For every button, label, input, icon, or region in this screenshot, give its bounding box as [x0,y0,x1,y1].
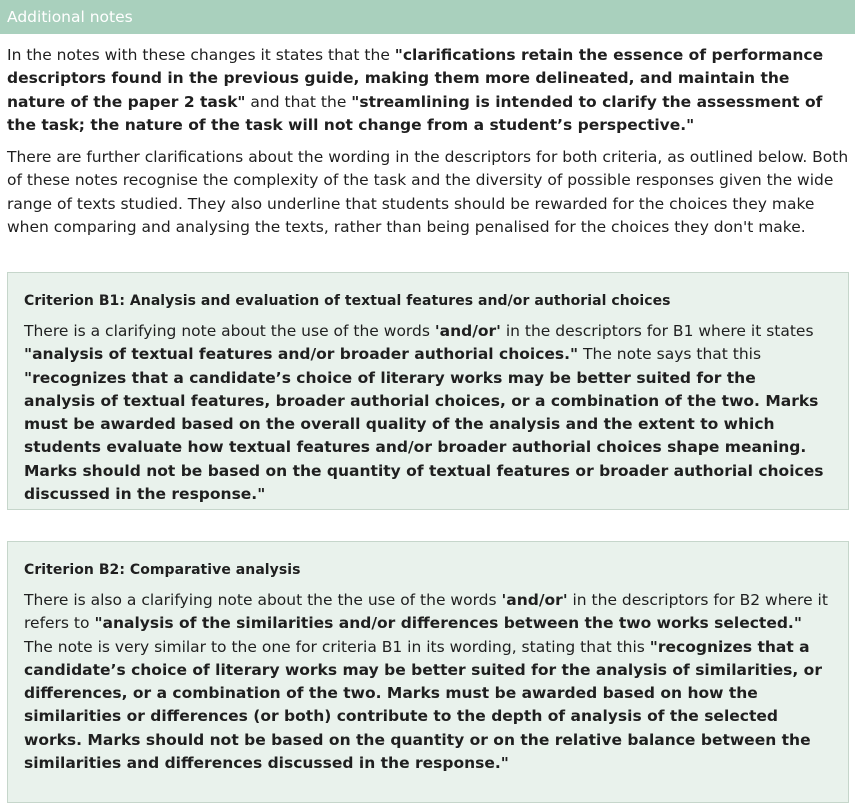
b1-quote-analysis: "analysis of textual features and/or broader authorial choices." [24,345,579,364]
criterion-b2-callout [7,541,849,803]
intro-section [7,44,849,239]
b1-text: There is a clarifying note about the use of the words [24,322,435,340]
quote-streamlining: "streamlining is intended to clarify the assessment of the task; the nature of the task will not change from a student’s perspective." [7,92,823,134]
section-header [0,0,855,34]
section-title: Additional notes [7,8,133,26]
criterion-b1-callout [7,272,849,510]
intro-text: In the notes with these changes it states that the [7,46,395,64]
intro-text: and that the [245,92,352,111]
b2-quote-analysis: "analysis of the similarities and/or differences between the two works selected." [94,614,802,633]
b2-text: in the descriptors for B2 where it refers to [24,591,828,633]
b2-andor: 'and/or' [501,591,568,609]
b1-text: in the descriptors for B1 where it states [500,322,814,340]
intro-paragraph-1 [7,44,849,137]
criterion-b2-heading: Criterion B2: Comparative analysis [24,562,301,578]
b2-text: There is also a clarifying note about the the use of the words [24,591,502,609]
b1-text: The note says that this [578,345,762,364]
b1-andor: 'and/or' [434,322,501,340]
b2-quote-recognizes: "recognizes that a candidate’s choice of literary works may be better suited for the analysis of similarities, or differences, or a combination of the two. Marks must be awarded based on how the similarities or differences (or both) contribute to the depth of analysis of the selected works. Marks should not be based on the quantity or on the relative balance between the similarities and differences discussed in the response." [24,637,822,773]
b1-quote-recognizes: "recognizes that a candidate’s choice of literary works may be better suited for the analysis of textual features, broader authorial choices, or a combination of the two. Marks must be awarded based on the overall quality of the analysis and the extent to which students evaluate how textual features and/or broader authorial choices shape meaning. Marks should not be based on the quantity of textual features or broader authorial choices discussed in the response." [24,368,824,504]
criterion-b2-body [24,589,832,775]
b2-text: The note is very similar to the one for criteria B1 in its wording, stating that this [24,637,650,656]
intro-paragraph-2: There are further clarifications about the wording in the descriptors for both criteria, as outlined below. Both of these notes recognise the complexity of the task and the diversity of possible responses given the wide range of texts studied. They also underline that students should be rewarded for the choices they make when comparing and analysing the texts, rather than being penalised for the choices they don't make. [7,148,849,237]
quote-clarifications: "clarifications retain the essence of performance descriptors found in the previous guide, making them more delineated, and maintain the nature of the paper 2 task" [7,46,824,111]
criterion-b1-body [24,320,832,506]
criterion-b1-heading: Criterion B1: Analysis and evaluation of textual features and/or authorial choices [24,293,671,309]
